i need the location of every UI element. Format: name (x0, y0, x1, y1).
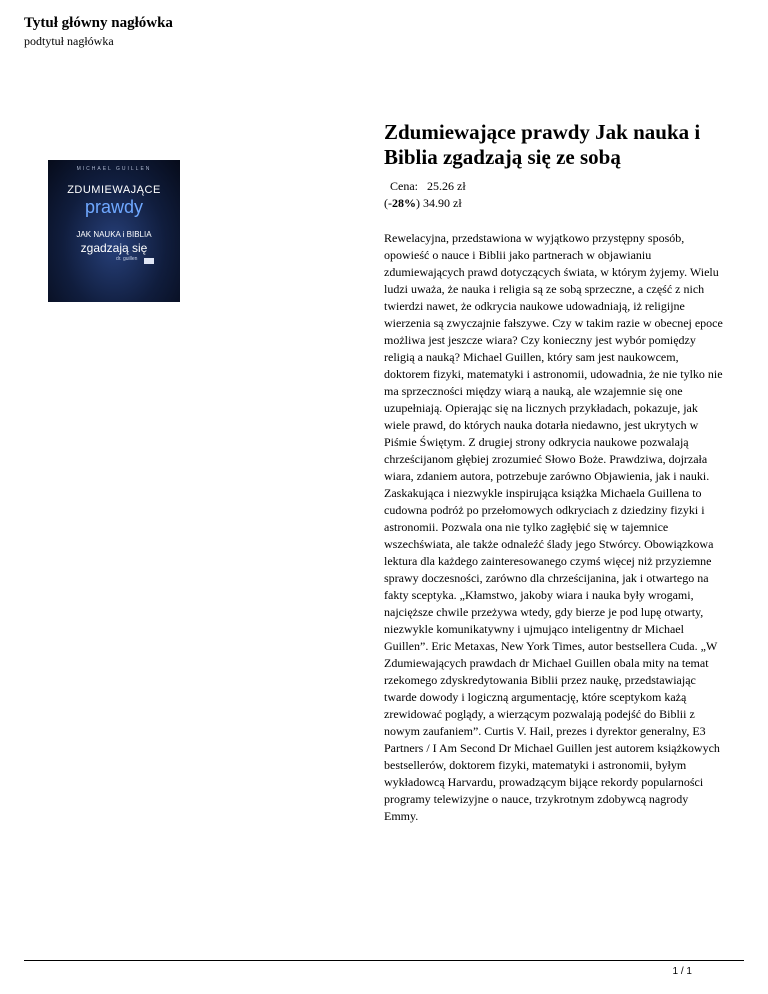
cover-author-small: dr. guillen (116, 256, 138, 262)
book-description: Rewelacyjna, przedstawiona w wyjątkowo przystępny sposób, opowieść o nauce i Biblii jako partnerach w objawianiu zdumiewających prawd dotyczących świata, w którym żyjemy. Wielu ludzi uważa, że nauka i religia są ze sobą sprzeczne, a część z nich twierdzi nawet, że odkrycia naukowe udowadniają, iż religijne wierzenia są zwyczajnie fałszywe. Czy w takim razie w obecnej epoce możliwa jest jeszcze wiara? Czy konieczny jest wybór pomiędzy religią a nauką? Michael Guillen, który sam jest naukowcem, doktorem fizyki, matematyki i astronomii, udowadnia, że nie tylko nie ma sprzeczności między wiarą a nauką, ale wzajemnie się one uzupełniają. Opierając się na licznych przykładach, pokazuje, jak wiele prawd, do których nauka dotarła niedawno, jest ukrytych w Piśmie Świętym. Z drugiej strony odkrycia naukowe pozwalają chrześcijanom głębiej zrozumieć Słowo Boże. Prawdziwa, dojrzała wiara, zdaniem autora, potrzebuje zarówno Objawienia, jak i nauki. Zaskakująca i niezwykle inspirująca książka Michaela Guillena to cudowna podróż po przełomowych odkryciach z dziedziny fizyki i astronomii. Pozwala ona nie tylko zagłębić się w tajemnice wszechświata, ale także odnaleźć ślady jego Stwórcy. Obowiązkowa lektura dla każdego zainteresowanego czymś więcej niż przyziemne sprawy doczesności, zarówno dla chrześcijanina, jak i otwartego na fakty sceptyka. „Kłamstwo, jakoby wiara i nauka były wrogami, najcięższe chwile przeżywa wtedy, gdy bierze je pod lupę otwarty, niezwykle komunikatywny i ujmująco inteligentny dr Michael Guillen”. Eric Metaxas, New York Times, autor bestsellera Cuda. „W Zdumiewających prawdach dr Michael Guillen obala mity na temat rzekomego zdyskredytowania Biblii przez naukę, przedstawiając twarde dowody i logiczną argumentację, które sceptykom każą zrewidować poglądy, a wierzącym pozwalają podejść do Biblii z nowym zaufaniem”. Curtis V. Hail, prezes i dyrektor generalny, E3 Partners / I Am Second Dr Michael Guillen jest autorem książkowych bestsellerów, doktorem fizyki, matematyki i astronomii, byłym wykładowcą Harvardu, prowadzącym bijące rekordy popularności programy telewizyjne o nauce, trzykrotnym zdobywcą nagrody Emmy. (384, 231, 723, 823)
discount-line (384, 195, 466, 212)
book-cover-image (48, 160, 180, 302)
page-header (24, 14, 173, 50)
cover-title-line4: zgadzają się (80, 241, 148, 255)
page-number: 1 / 1 (672, 966, 692, 977)
price-value: 25.26 zł (427, 179, 466, 193)
cover-title-line3: JAK NAUKA i BIBLIA (76, 230, 152, 239)
old-price: 34.90 zł (423, 196, 462, 210)
header-subtitle: podtytuł nagłówka (24, 34, 114, 48)
price-line (384, 178, 466, 195)
cover-title-line2: prawdy (84, 197, 144, 217)
cover-title-line1: ZDUMIEWAJĄCE (67, 184, 161, 196)
price-label: Cena: (390, 179, 418, 193)
discount-close: ) (416, 196, 420, 210)
book-title: Zdumiewające prawdy Jak nauka i Biblia zgadzają się ze sobą (384, 120, 701, 169)
discount-percent: 28% (392, 196, 416, 210)
discount-open: (- (384, 196, 392, 210)
cover-author: MICHAEL GUILLEN (76, 166, 152, 172)
footer-divider (24, 960, 744, 961)
publisher-logo-icon (144, 258, 154, 264)
price-block (384, 178, 466, 212)
header-title: Tytuł główny nagłówka (24, 15, 173, 31)
